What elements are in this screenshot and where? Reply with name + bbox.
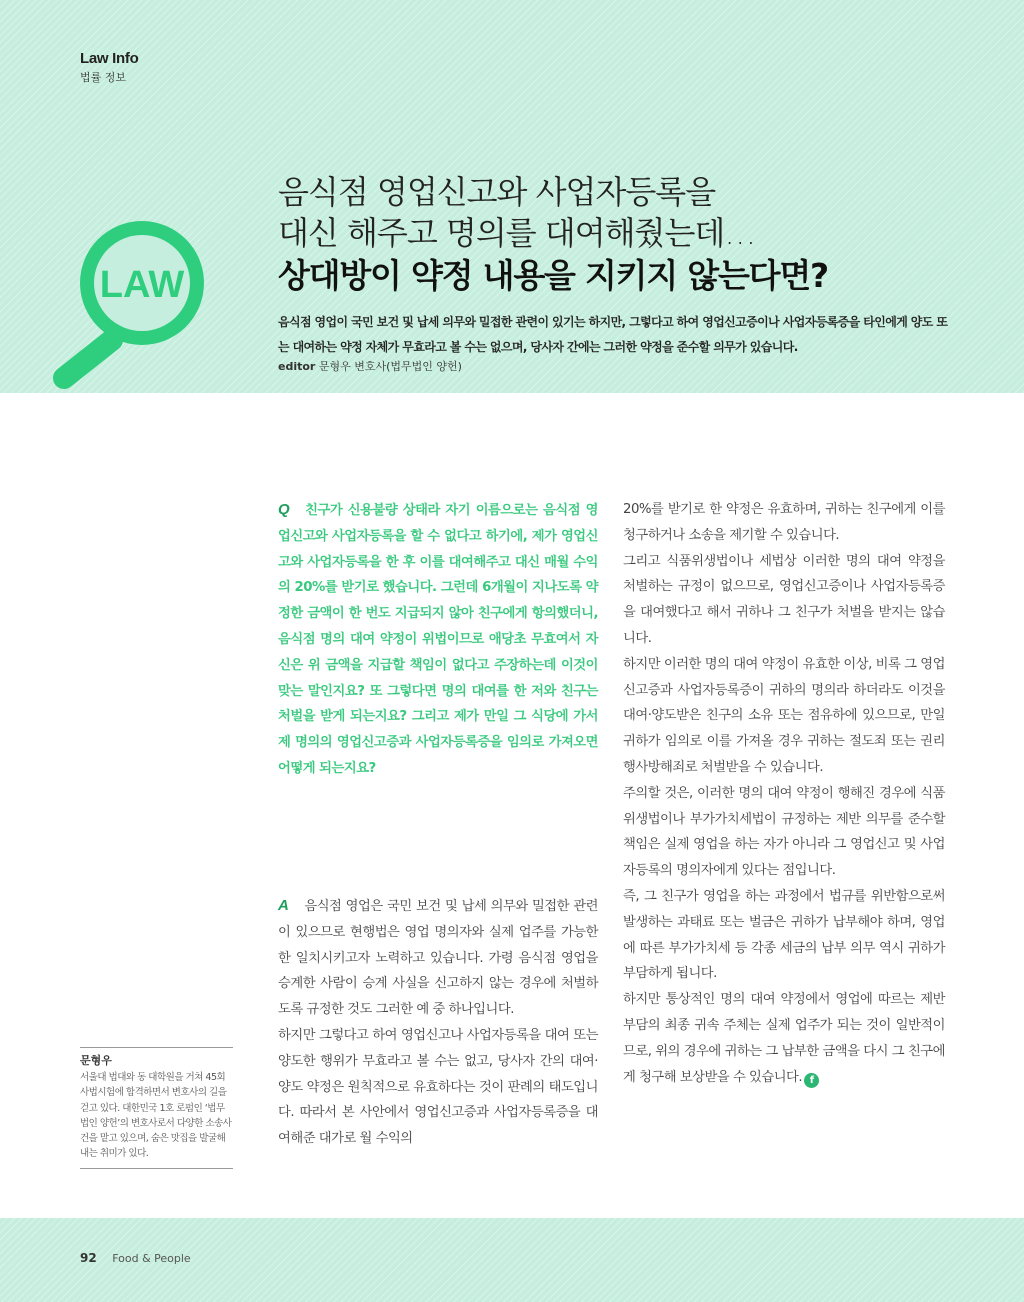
end-mark-icon: f (804, 1073, 819, 1088)
answer-mark: A (278, 897, 289, 914)
answer-paragraph: 하지만 그렇다고 하여 영업신고나 사업자등록을 대여 또는 양도한 행위가 무효라고 볼 수는 없고, 당사자 간의 대여·양도 약정은 원칙적으로 유효하다는 것이 판례의 태도입니다. 따라서 본 사안에서 영업신고증과 사업자등록증을 대여해준 대가로 월 수익의 (278, 1027, 598, 1147)
headline (278, 172, 978, 298)
answer-paragraph: 하지만 이러한 명의 대여 약정이 유효한 이상, 비록 그 영업신고증과 사업자등록증이 귀하의 명의라 하더라도 이것을 대여·양도받은 친구의 소유 또는 점유하에 있으므로, 만일 귀하가 임의로 이를 가져올 경우 귀하는 절도죄 또는 권리행사방해죄로 처벌받을 수 있습니다. (623, 656, 945, 775)
byline-name: 문형우 변호사(법무법인 양헌) (318, 360, 462, 373)
author-bio (80, 1047, 233, 1169)
answer-block-left (278, 893, 598, 1152)
byline-label: editor (278, 360, 316, 373)
law-icon-text: LAW (99, 264, 185, 306)
answer-paragraph: 주의할 것은, 이러한 명의 대여 약정이 행해진 경우에 식품위생법이나 부가가치세법이 규정하는 제반 의무를 준수할 책임은 실제 영업을 하는 자가 아니라 그 영업신고 및 사업자등록의 명의자에게 있다는 점입니다. (623, 785, 945, 879)
question-mark: Q (278, 501, 290, 518)
byline (278, 358, 462, 374)
question-text: 친구가 신용불량 상태라 자기 이름으로는 음식점 영업신고와 사업자등록을 할 수 없다고 하기에, 제가 영업신고와 사업자등록을 한 후 이를 대여해주고 대신 매월 수익의 20%를 받기로 했습니다. 그런데 6개월이 지나도록 약정한 금액이 한 번도 지급되지 않아 친구에게 항의했더니, 음식점 명의 대여 약정이 위법이므로 애당초 무효여서 자신은 위 금액을 지급할 책임이 없다고 주장하는데 이것이 맞는 말인지요? 또 그렇다면 명의 대여를 한 저와 친구는 처벌을 받게 되는지요? 그리고 제가 만일 그 식당에 가서 제 명의의 영업신고증과 사업자등록증을 임의로 가져오면 어떻게 되는지요? (278, 503, 598, 776)
page-footer (80, 1251, 191, 1265)
question-block (278, 497, 598, 782)
section-title: Law Info (80, 50, 139, 67)
headline-line-3: 상대방이 약정 내용을 지키지 않는다면? (278, 256, 828, 295)
answer-paragraph: 즉, 그 친구가 영업을 하는 과정에서 법규를 위반함으로써 발생하는 과태료 또는 벌금은 귀하가 납부해야 하며, 영업에 따른 부가가치세 등 각종 세금의 납부 의무 역시 귀하가 부담하게 됩니다. (623, 888, 945, 982)
lead-paragraph: 음식점 영업이 국민 보건 및 납세 의무와 밀접한 관련이 있기는 하지만, 그렇다고 하여 영업신고증이나 사업자등록증을 타인에게 양도 또는 대여하는 약정 자체가 무효라고 볼 수는 없으며, 당사자 간에는 그러한 약정을 준수할 의무가 있습니다. (278, 315, 948, 354)
section-label (80, 50, 138, 85)
headline-line-1: 음식점 영업신고와 사업자등록을 (278, 173, 716, 211)
answer-paragraph: 20%를 받기로 한 약정은 유효하며, 귀하는 친구에게 이를 청구하거나 소송을 제기할 수 있습니다. (623, 502, 945, 543)
answer-paragraph: 하지만 통상적인 명의 대여 약정에서 영업에 따르는 제반 부담의 최종 귀속 주체는 실제 업주가 되는 것이 일반적이므로, 위의 경우에 귀하는 그 납부한 금액을 다시 그 친구에게 청구해 보상받을 수 있습니다. (623, 992, 945, 1085)
answer-paragraph: 그리고 식품위생법이나 세법상 이러한 명의 대여 약정을 처벌하는 규정이 없으므로, 영업신고증이나 사업자등록증을 대여했다고 해서 귀하나 그 친구가 처벌을 받지는 않습니다. (623, 553, 945, 646)
magazine-name: Food & People (112, 1252, 191, 1265)
page-number: 92 (80, 1251, 97, 1265)
answer-paragraph: 음식점 영업은 국민 보건 및 납세 의무와 밀접한 관련이 있으므로 현행법은 영업 명의자와 실제 업주를 가능한 한 일치시키고자 노력하고 있습니다. 가령 음식점 영업을 승계한 사람이 승계 사실을 신고하지 않는 경우에 처벌하도록 규정한 것도 그러한 예 중 하나입니다. (278, 899, 598, 1018)
section-subtitle: 법률 정보 (80, 71, 127, 84)
author-bio-text: 서울대 법대와 동 대학원을 거쳐 45회 사법시험에 합격하면서 변호사의 길을 걷고 있다. 대한민국 1호 로펌인 ‘법무법인 양헌’의 변호사로서 다양한 소송사건을 맡고 있으며, 숨은 맛집을 발굴해내는 취미가 있다. (80, 1072, 232, 1160)
headline-line-2: 대신 해주고 명의를 대여해줬는데… (278, 214, 756, 252)
answer-block-right (623, 497, 945, 1090)
author-name: 문형우 (80, 1054, 112, 1067)
magnifier-law-icon (50, 210, 210, 390)
